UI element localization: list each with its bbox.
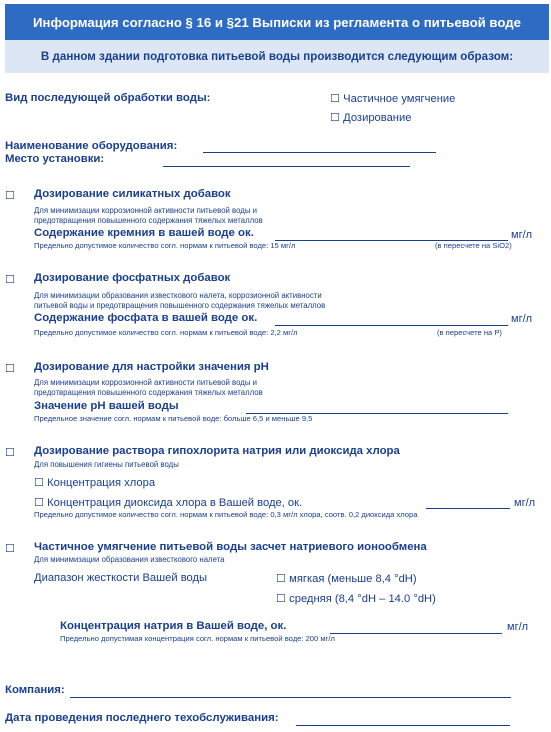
- company-field[interactable]: [70, 697, 511, 698]
- phosphate-value-field[interactable]: [275, 325, 508, 326]
- hardness-option-medium[interactable]: ☐ средняя (8,4 °dH – 14.0 °dH): [276, 593, 436, 605]
- chlorine-unit: мг/л: [514, 497, 536, 509]
- company-label: Компания:: [5, 684, 65, 696]
- maintenance-date-field[interactable]: [296, 725, 510, 726]
- phosphate-desc-2: питьевой воды и предотвращения повышенного содержания тяжелых металлов: [34, 301, 326, 310]
- treatment-option-dosing[interactable]: ☐ Дозирование: [330, 112, 412, 124]
- maintenance-date-label: Дата проведения последнего техобслуживания:: [5, 712, 279, 724]
- softening-checkbox[interactable]: ☐: [5, 543, 15, 555]
- page-title: Информация согласно § 16 и §21 Выписки из регламента о питьевой воде: [5, 4, 549, 40]
- chlorine-limit: Предельно допустимое количество согл. нормам к питьевой воде: 0,3 мг/л хлора, соотв. 0,2 диоксида хлора: [34, 510, 418, 519]
- ph-value-label: Значение pH вашей воды: [34, 400, 179, 412]
- hardness-range-label: Диапазон жесткости Вашей воды: [34, 572, 208, 584]
- phosphate-unit: мг/л: [511, 313, 533, 325]
- ph-title: Дозирование для настройки значения pH: [34, 361, 269, 373]
- chlorine-desc-1: Для повышения гигиены питьевой воды: [34, 460, 179, 469]
- treatment-option-softening[interactable]: ☐ Частичное умягчение: [330, 93, 456, 105]
- phosphate-value-label: Содержание фосфата в вашей воде ок.: [34, 312, 258, 324]
- phosphate-checkbox[interactable]: ☐: [5, 274, 15, 286]
- silicate-unit: мг/л: [511, 229, 533, 241]
- chlorine-checkbox[interactable]: ☐: [5, 447, 15, 459]
- phosphate-note: (в пересчете на P): [437, 328, 502, 337]
- ph-checkbox[interactable]: ☐: [5, 363, 15, 375]
- chlorine-title: Дозирование раствора гипохлорита натрия или диоксида хлора: [34, 445, 400, 457]
- silicate-value-label: Содержание кремния в вашей воде ок.: [34, 227, 254, 239]
- phosphate-title: Дозирование фосфатных добавок: [34, 272, 231, 284]
- location-field[interactable]: [163, 166, 410, 167]
- sodium-limit: Предельно допустимая концентрация согл. нормам к питьевой воде: 200 мг/л: [60, 634, 335, 643]
- silicate-desc-1: Для минимизации коррозионной активности питьевой воды и: [34, 206, 257, 215]
- sodium-value-field[interactable]: [330, 633, 502, 634]
- ph-desc-2: предотвращения повышенного содержания тяжелых металлов: [34, 388, 263, 397]
- phosphate-limit: Предельно допустимое количество согл. нормам к питьевой воде: 2,2 мг/л: [34, 328, 298, 337]
- softening-title: Частичное умягчение питьевой воды засчет натриевого ионообмена: [34, 541, 427, 553]
- location-label: Место установки:: [5, 153, 105, 165]
- page-subtitle: В данном здании подготовка питьевой воды производится следующим образом:: [5, 40, 549, 73]
- ph-limit: Предельное значение согл. нормам к питьевой воде: больше 6,5 и меньше 9,5: [34, 414, 313, 423]
- phosphate-desc-1: Для минимизации образования известкового налета, коррозионной активности: [34, 291, 322, 300]
- sodium-unit: мг/л: [507, 621, 529, 633]
- ph-desc-1: Для минимизации коррозионной активности питьевой воды и: [34, 378, 257, 387]
- silicate-limit: Предельно допустимое количество согл. нормам к питьевой воде: 15 мг/л: [34, 241, 296, 250]
- softening-desc-1: Для минимизации образования известкового налета: [34, 555, 225, 564]
- silicate-checkbox[interactable]: ☐: [5, 190, 15, 202]
- equipment-name-label: Наименование оборудования:: [5, 140, 178, 152]
- chlorine-option-chlorine[interactable]: ☐ Концентрация хлора: [34, 477, 156, 489]
- sodium-value-label: Концентрация натрия в Вашей воде, ок.: [60, 620, 287, 632]
- chlorine-option-dioxide[interactable]: ☐ Концентрация диоксида хлора в Вашей воде, ок.: [34, 497, 303, 509]
- hardness-option-soft[interactable]: ☐ мягкая (меньше 8,4 °dH): [276, 573, 417, 585]
- equipment-name-field[interactable]: [203, 152, 436, 153]
- treatment-label: Вид последующей обработки воды:: [5, 92, 211, 104]
- silicate-title: Дозирование силикатных добавок: [34, 188, 231, 200]
- silicate-desc-2: предотвращения повышенного содержания тяжелых металлов: [34, 216, 263, 225]
- silicate-note: (в пересчете на SiO2): [435, 241, 512, 250]
- chlorine-value-field[interactable]: [426, 508, 510, 509]
